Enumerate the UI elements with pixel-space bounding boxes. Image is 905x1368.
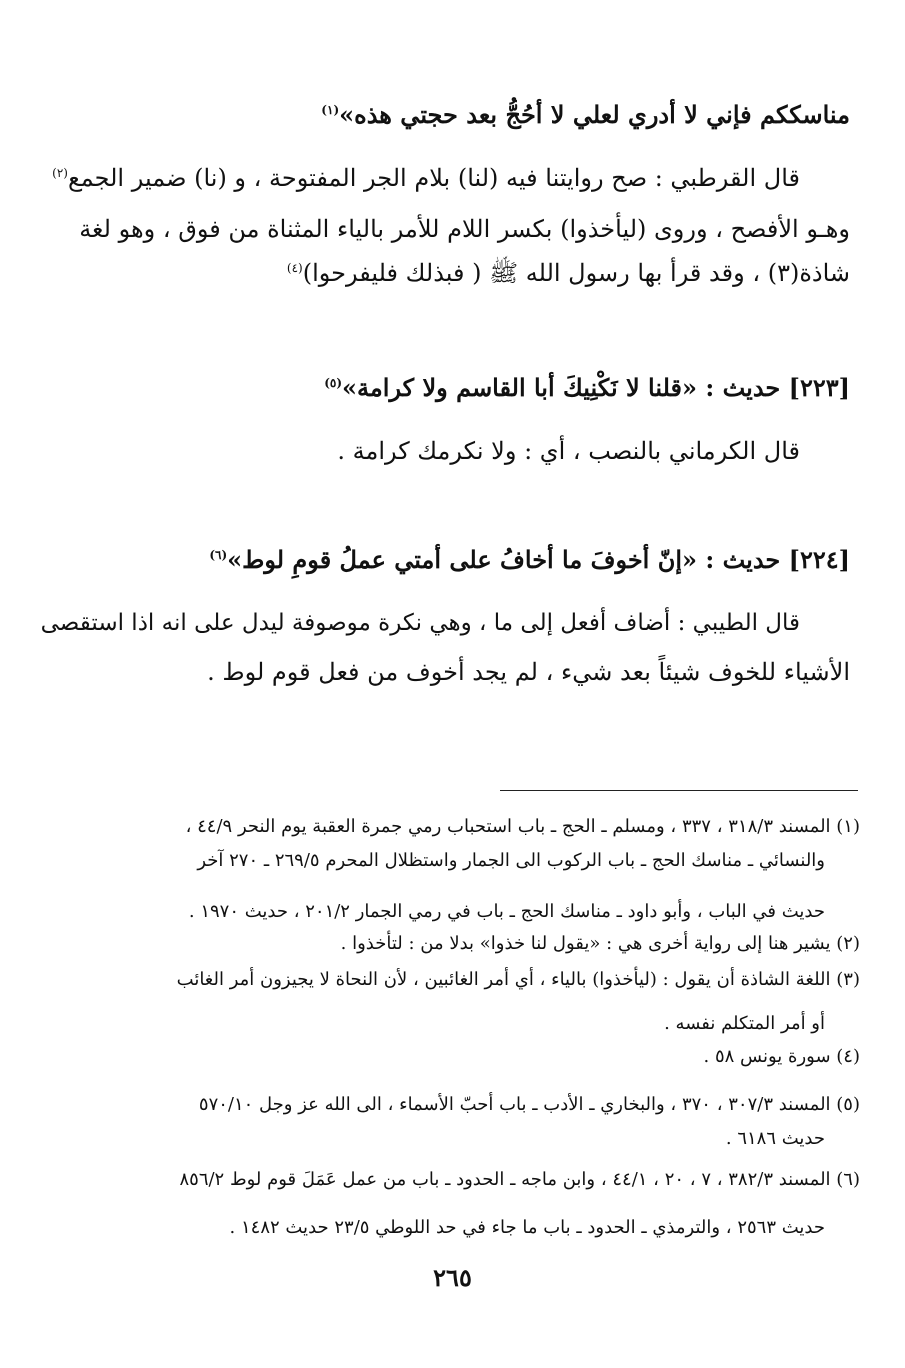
- commentary-line: [40, 214, 850, 244]
- footnote-line: حديث ٢٥٦٣ ، والترمذي ـ الحدود ـ باب ما جاء في حد اللوطي ٢٣/٥ حديث ١٤٨٢ .: [229, 1217, 825, 1238]
- footnote-line: (٥) المسند ٣٠٧/٣ ، ٣٧٠ ، والبخاري ـ الأدب ـ باب أحبّ الأسماء ، الى الله عز وجل ٥٧٠/١٠: [198, 1094, 860, 1115]
- commentary-line: [40, 163, 800, 193]
- line-text: [٢٢٣] حديث : «قلنا لا نَكْنِيكَ أبا القاسم ولا كرامة»: [342, 373, 850, 402]
- line-text: مناسككم فإني لا أدري لعلي لا أحُجُّ بعد حجتي هذه»: [339, 100, 850, 129]
- footnote-marker: (٢): [52, 166, 68, 180]
- footnote-line: (١) المسند ٣١٨/٣ ، ٣٣٧ ، ومسلم ـ الحج ـ باب استحباب رمي جمرة العقبة يوم النحر ٤٤/٩ ،: [185, 816, 860, 837]
- footnote-line: (٢) يشير هنا إلى رواية أخرى هي : «يقول لنا خذوا» بدلا من : لتأخذوا .: [340, 933, 860, 954]
- footnote-line: (٣) اللغة الشاذة أن يقول : (ليأخذوا) بالياء ، أي أمر الغائبين ، لأن النحاة لا يجيزون أمر الغائب: [176, 969, 860, 990]
- commentary-line: [40, 657, 850, 687]
- footnote-marker: (٥): [324, 376, 343, 390]
- footnote-line: (٦) المسند ٣٨٢/٣ ، ٧ ، ٢٠ ، ٤٤/١ ، وابن ماجه ـ الحدود ـ باب من عمل عَمَلَ قوم لوط ٨٥٦/٢: [179, 1169, 860, 1190]
- line-text: [٢٢٤] حديث : «إنّ أخوفَ ما أخافُ على أمتي عملُ قومِ لوط»: [227, 545, 850, 574]
- footnote-marker: (٦): [209, 548, 228, 562]
- line-text: قال الكرماني بالنصب ، أي : ولا نكرمك كرامة .: [337, 437, 800, 465]
- line-text: شاذة(٣) ، وقد قرأ بها رسول الله ﷺ ( فبذلك فليفرحوا): [302, 259, 850, 287]
- commentary-line: [40, 258, 850, 288]
- footnote-line: حديث ٦١٨٦ .: [725, 1128, 825, 1149]
- footnote-separator: [500, 790, 858, 791]
- footnote-line: والنسائي ـ مناسك الحج ـ باب الركوب الى الجمار واستظلال المحرم ٢٦٩/٥ ـ ٢٧٠ آخر: [197, 850, 825, 871]
- footnote-line: (٤) سورة يونس ٥٨ .: [703, 1046, 860, 1067]
- footnote-marker: (٤): [286, 261, 303, 275]
- page-number: ٢٦٥: [433, 1263, 472, 1292]
- footnote-line: أو أمر المتكلم نفسه .: [664, 1013, 825, 1034]
- hadith-heading-224: [40, 545, 850, 575]
- commentary-line: [40, 436, 800, 466]
- line-text: الأشياء للخوف شيئاً بعد شيء ، لم يجد أخوف من فعل قوم لوط .: [207, 658, 850, 686]
- footnote-marker: (١): [321, 103, 340, 117]
- hadith-continuation-line: [40, 100, 850, 130]
- commentary-line: [40, 608, 800, 638]
- hadith-heading-223: [40, 373, 850, 403]
- line-text: قال الطيبي : أضاف أفعل إلى ما ، وهي نكرة موصوفة ليدل على انه اذا استقصى: [40, 610, 800, 636]
- line-text: وهـو الأفصح ، وروى (ليأخذوا) بكسر اللام للأمر بالياء المثناة من فوق ، وهو لغة: [79, 215, 850, 243]
- line-text: قال القرطبي : صح روايتنا فيه (لنا) بلام الجر المفتوحة ، و (نا) ضمير الجمع: [67, 164, 800, 192]
- footnote-line: حديث في الباب ، وأبو داود ـ مناسك الحج ـ باب في رمي الجمار ٢٠١/٢ ، حديث ١٩٧٠ .: [188, 901, 825, 922]
